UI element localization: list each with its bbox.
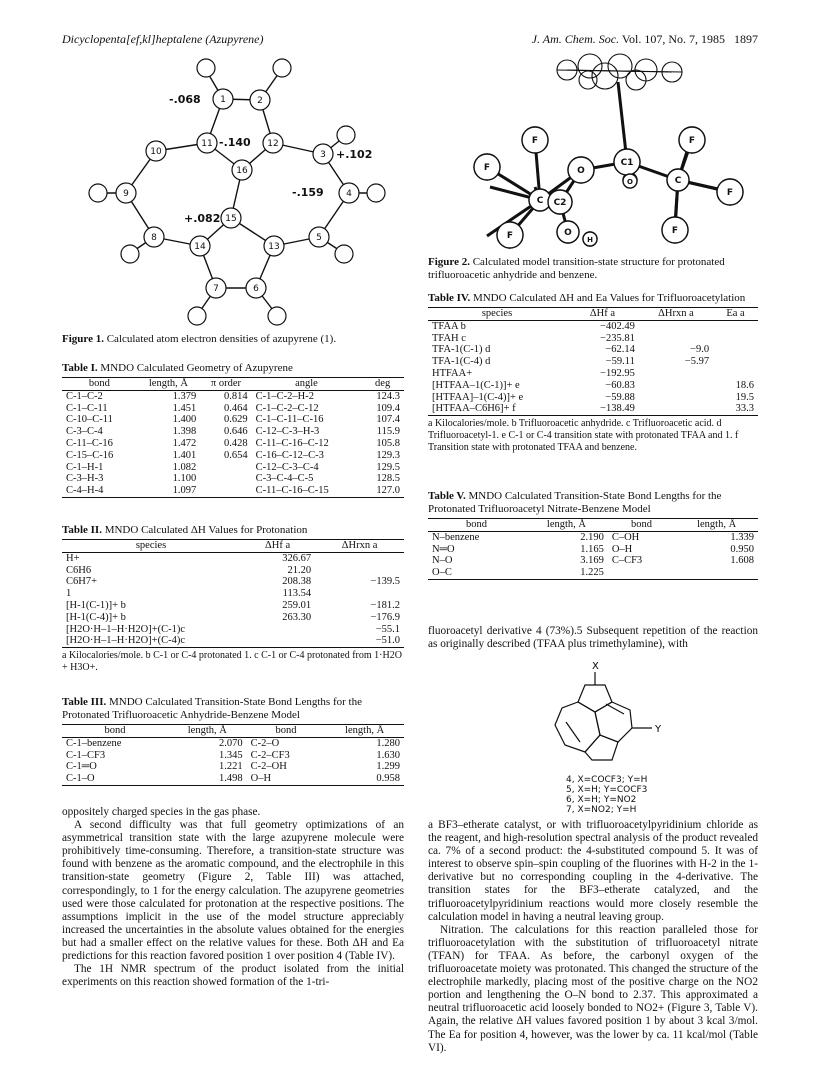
page-number: 1897 bbox=[734, 32, 758, 46]
table2-label: Table II. bbox=[62, 524, 102, 536]
table-cell: 1.498 bbox=[168, 773, 247, 785]
table-cell: [H2O·H–1–H·H2O]+(C-4)c bbox=[62, 635, 240, 647]
table-cell: C-1–benzene bbox=[66, 737, 122, 749]
table-cell: 129.5 bbox=[376, 461, 400, 473]
atom-f: F bbox=[671, 226, 679, 236]
table-cell: 19.5 bbox=[735, 391, 754, 403]
table-cell bbox=[713, 344, 758, 356]
table-cell bbox=[639, 403, 713, 415]
table-cell: 0.950 bbox=[730, 543, 754, 555]
table-row bbox=[428, 333, 758, 345]
substituent-y-label: Y bbox=[655, 724, 662, 735]
table-cell bbox=[608, 567, 675, 579]
table-cell: −55.1 bbox=[375, 623, 400, 635]
table-cell: 0.958 bbox=[325, 773, 404, 785]
table2-header: species bbox=[62, 540, 240, 553]
table-cell bbox=[315, 588, 404, 600]
table-cell: 208.38 bbox=[282, 576, 312, 588]
atom-c: C bbox=[536, 196, 544, 206]
table3-header: bond bbox=[247, 725, 326, 738]
table-cell: 0.646 bbox=[224, 426, 248, 438]
table3-title-text: MNDO Calculated Transition-State Bond Lengths for the Protonated Trifluoroacetic Anhydride-Benzene Model bbox=[62, 696, 362, 721]
table-cell bbox=[713, 356, 758, 368]
atom-f: F bbox=[483, 163, 491, 173]
table-cell: [HTFAA]–1(C-4)]+ e bbox=[432, 391, 524, 403]
table-row bbox=[428, 392, 758, 404]
table-cell: TFAH c bbox=[432, 332, 466, 344]
table-cell: 1.400 bbox=[172, 414, 197, 426]
table-row bbox=[428, 380, 758, 392]
table4-header: ΔHrxn a bbox=[639, 308, 713, 321]
table4-title-text: MNDO Calculated ΔH and Ea Values for Trifluoroacetylation bbox=[472, 292, 746, 304]
atom-o: O bbox=[577, 166, 585, 176]
table-cell: TFA-1(C-4) d bbox=[432, 356, 491, 368]
density-c15: +.082 bbox=[184, 212, 221, 225]
table1-title-text: MNDO Calculated Geometry of Azupyrene bbox=[100, 362, 293, 374]
table5-label: Table V. bbox=[428, 490, 466, 502]
compound-label: 5, X=H; Y=COCF3 bbox=[566, 785, 648, 795]
table-cell: −192.95 bbox=[600, 367, 635, 379]
table-cell: [H-1(C-1)]+ b bbox=[66, 599, 126, 611]
table-cell: 128.5 bbox=[376, 473, 400, 485]
left-body-text bbox=[62, 806, 404, 989]
paragraph: Nitration. The calculations for this reaction paralleled those for trifluoroacetylation with the substitution of trifluoroacetyl nitrate (TFAN) for TFAA. As before, the carbonyl oxygen of the trifluoroacetate moiety was protonated. This changed the structure of the electrophile markedly, placing most of the positive charge on the NO2 portion and lengthening the O–N bond to 2.37. This approximated a neutral trifluoroacetic acid loosely bonded to NO2+ (Figure 3, Table V). Again, the relative ΔH values favored position 1 by about 3 kcal 3/mol. The Ea for position 4, however, was the lower by ca. 11 kcal/mol (Table VI). bbox=[428, 923, 758, 1054]
table-cell bbox=[639, 320, 713, 332]
table-cell: 0.464 bbox=[224, 402, 248, 414]
table-row bbox=[428, 567, 758, 579]
table4 bbox=[428, 307, 758, 416]
table-cell: C-11–C-16–C-12 bbox=[255, 437, 329, 449]
figure2-caption-text: Calculated model transition-state structure for protonated trifluoroacetic anhydride and benzene. bbox=[428, 256, 725, 281]
atom-label-10: 10 bbox=[150, 147, 162, 157]
table5-block bbox=[428, 490, 758, 580]
table-cell: −402.49 bbox=[600, 320, 635, 332]
table-cell: C-2–OH bbox=[250, 761, 287, 773]
table-row bbox=[62, 565, 404, 577]
compound-label: 6, X=H; Y=NO2 bbox=[566, 795, 637, 805]
table-cell bbox=[639, 392, 713, 404]
table3-title bbox=[62, 696, 404, 722]
table2 bbox=[62, 539, 404, 648]
table-cell: C-1═O bbox=[66, 761, 97, 773]
table-cell: −59.11 bbox=[605, 356, 635, 368]
atom-label-7: 7 bbox=[213, 284, 219, 294]
table-cell: C-1–C-2–H-2 bbox=[255, 390, 315, 402]
table-cell: −138.49 bbox=[566, 403, 639, 415]
table-cell: C-10–C-11 bbox=[66, 414, 113, 426]
table-cell: C-12–C-3–C-4 bbox=[255, 461, 319, 473]
table2-header: ΔHf a bbox=[240, 540, 315, 553]
table-cell bbox=[200, 485, 251, 497]
density-c1: -.068 bbox=[169, 93, 201, 106]
table4-footnote: a Kilocalories/mole. b Trifluoroacetic anhydride. c Trifluoroacetic acid. d Trifluoroacetyl-1. e C-1 or C-4 transition state with protonated TFAA and 1. f Transition state with protonated TFAA and benzene. bbox=[428, 418, 739, 454]
table-row bbox=[62, 438, 404, 450]
atom-c1: C1 bbox=[620, 158, 634, 168]
table2-block bbox=[62, 524, 404, 674]
table-cell: −60.83 bbox=[605, 379, 635, 391]
atom-label-14: 14 bbox=[194, 242, 206, 252]
atom-label-5: 5 bbox=[316, 233, 322, 243]
figure1-caption-text: Calculated atom electron densities of azupyrene (1). bbox=[106, 333, 337, 345]
table1-header: deg bbox=[361, 378, 404, 391]
table-row bbox=[62, 462, 404, 474]
table-cell: N═O bbox=[432, 543, 455, 555]
table1-label: Table I. bbox=[62, 362, 98, 374]
table-row bbox=[62, 403, 404, 415]
paragraph: oppositely charged species in the gas phase. bbox=[62, 806, 261, 818]
compound-label: 7, X=NO2; Y=H bbox=[566, 805, 637, 815]
table-row bbox=[428, 531, 758, 543]
table-cell: 113.54 bbox=[282, 588, 312, 600]
table-cell: TFA-1(C-1) d bbox=[432, 344, 491, 356]
compound-label: 4, X=COCF3; Y=H bbox=[566, 775, 648, 785]
table1-header: angle bbox=[252, 378, 362, 391]
atom-f: F bbox=[688, 136, 696, 146]
table5-header: bond bbox=[608, 519, 675, 532]
table-cell: C-2–O bbox=[250, 737, 280, 749]
table-cell: C-1–CF3 bbox=[66, 749, 106, 761]
table-cell: 21.20 bbox=[287, 564, 312, 576]
table1-title bbox=[62, 362, 404, 375]
table-cell: 33.3 bbox=[713, 403, 758, 415]
table3-header: bond bbox=[62, 725, 168, 738]
table-cell: C-1–C-2–C-12 bbox=[255, 402, 319, 414]
table-cell: 115.9 bbox=[376, 426, 400, 438]
table-cell: −51.0 bbox=[315, 635, 404, 647]
table-cell bbox=[713, 333, 758, 345]
table-cell: 107.4 bbox=[376, 414, 400, 426]
table5-header: length, Å bbox=[525, 519, 608, 532]
table5-header: bond bbox=[428, 519, 525, 532]
atom-label-15: 15 bbox=[225, 214, 237, 224]
table1 bbox=[62, 377, 404, 498]
table-cell: [H2O·H–1–H·H2O]+(C-1)c bbox=[66, 623, 186, 635]
table1-header: π order bbox=[200, 378, 251, 391]
table5-title bbox=[428, 490, 758, 516]
atom-label-11: 11 bbox=[201, 139, 213, 149]
table-cell: −5.97 bbox=[684, 356, 710, 368]
table-row bbox=[428, 356, 758, 368]
table-cell: O–C bbox=[428, 567, 525, 579]
table-cell: 1.472 bbox=[172, 437, 197, 449]
table-cell: 0.428 bbox=[224, 437, 248, 449]
atom-label-13: 13 bbox=[268, 242, 280, 252]
table-row bbox=[62, 414, 404, 426]
table-cell: 1.451 bbox=[172, 402, 197, 414]
table-cell: C-3–C-4 bbox=[66, 426, 103, 438]
table-cell: 1.299 bbox=[376, 761, 400, 773]
table-cell bbox=[713, 368, 758, 380]
table-cell: 0.654 bbox=[224, 449, 248, 461]
table-cell: C-11–C-16 bbox=[66, 437, 113, 449]
table-cell: −139.5 bbox=[370, 576, 400, 588]
table3-header: length, Å bbox=[168, 725, 247, 738]
figure1-caption-label: Figure 1. bbox=[62, 333, 104, 345]
running-header-left: Dicyclopenta[ef,kl]heptalene (Azupyrene) bbox=[62, 32, 264, 46]
table-cell: 1.097 bbox=[137, 485, 201, 497]
table-row bbox=[62, 737, 404, 749]
table-cell: C-2–CF3 bbox=[250, 749, 290, 761]
journal-name: J. Am. Chem. Soc. bbox=[531, 32, 620, 46]
paragraph: A second difficulty was that full geometry optimizations of an asymmetrical transition state with the large azupyrene molecule were prohibitively time-consuming. Therefore, a transition-state structure was found with benzene as the aromatic compound, and the electrophile in this transition-state geometry (Figure 2, Table III) was attached, correspondingly, to 1 for the energy calculation. The azupyrene geometries used were those calculated for protonation at the respective positions. The assumptions implicit in the use of the model structure appreciably increased the uncertainties in the absolute values obtained for the energies but had a smaller effect on the relative values for these. Both ΔH and Ea predictions for this reaction favored position 1 over position 4 (Table IV). bbox=[62, 819, 404, 963]
table-cell: 1.082 bbox=[172, 461, 197, 473]
table-row bbox=[428, 320, 758, 332]
density-c3: +.102 bbox=[336, 148, 373, 161]
atom-c: C bbox=[674, 176, 682, 186]
table-cell: C-11–C-16–C-15 bbox=[252, 485, 362, 497]
table-cell bbox=[675, 567, 758, 579]
table-row bbox=[62, 773, 404, 785]
atom-label-16: 16 bbox=[236, 166, 248, 176]
table-cell: C-1–C-11–C-16 bbox=[255, 414, 324, 426]
table-cell bbox=[240, 624, 315, 636]
table-cell: −235.81 bbox=[600, 332, 635, 344]
table-cell: N–benzene bbox=[432, 531, 480, 543]
table-row bbox=[62, 390, 404, 402]
table-cell: 1.100 bbox=[172, 473, 197, 485]
table-row bbox=[62, 552, 404, 564]
figure1-electron-densities bbox=[169, 93, 372, 225]
table-cell: C-16–C-12–C-3 bbox=[255, 449, 324, 461]
table4-header: species bbox=[428, 308, 566, 321]
table1-block bbox=[62, 362, 404, 498]
table-cell: C-1–O bbox=[62, 773, 168, 785]
running-header-right bbox=[532, 32, 758, 47]
table2-title bbox=[62, 524, 404, 537]
table-cell bbox=[639, 380, 713, 392]
table-cell bbox=[200, 473, 251, 485]
table1-header: bond bbox=[62, 378, 137, 391]
table-cell: 105.8 bbox=[376, 437, 400, 449]
table5-header: length, Å bbox=[675, 519, 758, 532]
table-cell: 1.401 bbox=[172, 449, 197, 461]
table-cell: C-3–H-3 bbox=[66, 473, 104, 485]
table-cell: 1.339 bbox=[730, 531, 754, 543]
table3-block bbox=[62, 696, 404, 786]
atom-f: F bbox=[726, 188, 734, 198]
atom-o: O bbox=[564, 228, 572, 238]
table5 bbox=[428, 518, 758, 580]
table-cell: 1.225 bbox=[525, 567, 608, 579]
atom-c2: C2 bbox=[553, 198, 567, 208]
table-cell: [HTFAA–1(C-1)]+ e bbox=[432, 379, 520, 391]
table-row bbox=[428, 344, 758, 356]
table-cell bbox=[200, 462, 251, 474]
table-cell: H+ bbox=[66, 552, 80, 564]
table-row bbox=[62, 588, 404, 600]
table-cell: O–H bbox=[611, 543, 633, 555]
table-cell: 129.3 bbox=[376, 449, 400, 461]
atom-label-2: 2 bbox=[257, 96, 263, 106]
table-row bbox=[62, 624, 404, 636]
table-cell: 1.398 bbox=[172, 426, 197, 438]
paragraph: fluoroacetyl derivative 4 (73%).5 Subsequent repetition of the reaction as originally described (TFAA plus trimethylamine), with bbox=[428, 625, 758, 651]
table4-header: ΔHf a bbox=[566, 308, 639, 321]
table4-label: Table IV. bbox=[428, 292, 471, 304]
table-cell: 2.070 bbox=[219, 737, 243, 749]
table-cell: 124.3 bbox=[376, 390, 400, 402]
table-cell: C-12–C-3–H-3 bbox=[255, 426, 320, 438]
atom-f: F bbox=[506, 231, 514, 241]
table-cell: −176.9 bbox=[370, 611, 400, 623]
paragraph: a BF3–etherate catalyst, or with trifluoroacetylpyridinium chloride as the reagent, and high-resolution spectral analysis of the product revealed ca. 7% of a second product: the 4-substituted compound 5. It was of interest to observe spin–spin coupling of the fluorines with H-2 in the 1-derivative but no corresponding coupling in the 4-derivative. The transition states for the BF3–etherate catalyzed, and the trifluoroacetylpyridinium reactions would more closely resemble the calculation model in having a neutral leaving group. bbox=[428, 819, 758, 923]
atom-o-carbonyl: O bbox=[627, 178, 633, 186]
figure2-caption-label: Figure 2. bbox=[428, 256, 470, 268]
compound-list bbox=[566, 775, 647, 815]
table-cell: C6H6 bbox=[66, 564, 92, 576]
table-cell: C-1–C-2 bbox=[66, 390, 103, 402]
table-cell: 109.4 bbox=[376, 402, 400, 414]
paragraph: The 1H NMR spectrum of the product isolated from the initial experiments on this reaction showed formation of the 1-tri- bbox=[62, 963, 404, 989]
table2-header: ΔHrxn a bbox=[315, 540, 404, 553]
atom-h: H bbox=[587, 236, 593, 244]
table-cell: [HTFAA–C6H6]+ f bbox=[428, 403, 566, 415]
atom-label-3: 3 bbox=[320, 150, 326, 160]
table-cell bbox=[639, 368, 713, 380]
table-row bbox=[428, 368, 758, 380]
table-cell: 1.221 bbox=[219, 761, 243, 773]
atom-label-1: 1 bbox=[220, 95, 226, 105]
table-cell: N–O bbox=[432, 555, 453, 567]
table-row bbox=[62, 750, 404, 762]
table3-label: Table III. bbox=[62, 696, 107, 708]
table-cell: 1.165 bbox=[580, 543, 604, 555]
table-cell bbox=[315, 565, 404, 577]
atom-label-12: 12 bbox=[267, 139, 279, 149]
volume-info: Vol. 107, No. 7, 1985 bbox=[619, 32, 725, 46]
figure1-caption bbox=[62, 333, 404, 346]
table-row bbox=[62, 450, 404, 462]
table5-title-text: MNDO Calculated Transition-State Bond Lengths for the Protonated Trifluoroacetyl Nitrate-Benzene Model bbox=[428, 490, 722, 515]
table-cell: 0.629 bbox=[224, 414, 248, 426]
table-row bbox=[62, 600, 404, 612]
table-cell: [H-1(C-4)]+ b bbox=[66, 611, 126, 623]
table4-title bbox=[428, 292, 758, 305]
table-cell: HTFAA+ bbox=[432, 367, 473, 379]
table-cell: 1.608 bbox=[730, 555, 754, 567]
table2-footnote: a Kilocalories/mole. b C-1 or C-4 protonated 1. c C-1 or C-4 protonated from 1·H2O + H3O+. bbox=[62, 650, 402, 674]
table4-block bbox=[428, 292, 758, 454]
table-row bbox=[62, 761, 404, 773]
atom-label-8: 8 bbox=[151, 233, 157, 243]
right-body-text-1 bbox=[428, 625, 758, 651]
table-cell: O–H bbox=[247, 773, 326, 785]
table-cell: C-4–H-4 bbox=[62, 485, 137, 497]
table-row bbox=[428, 544, 758, 556]
table-cell bbox=[639, 333, 713, 345]
table-row bbox=[428, 403, 758, 415]
table-cell: TFAA b bbox=[432, 320, 466, 332]
table-cell: 1 bbox=[66, 588, 72, 600]
table-cell: C-3–C-4–C-5 bbox=[255, 473, 314, 485]
table-cell: 326.67 bbox=[282, 552, 312, 564]
figure2-transition-state-diagram bbox=[440, 52, 760, 252]
atom-label-6: 6 bbox=[253, 284, 259, 294]
atom-label-4: 4 bbox=[346, 189, 352, 199]
table-row bbox=[62, 576, 404, 588]
table-cell: 1.379 bbox=[172, 390, 197, 402]
table4-header: Ea a bbox=[713, 308, 758, 321]
substituent-x-label: X bbox=[592, 661, 599, 672]
table2-title-text: MNDO Calculated ΔH Values for Protonation bbox=[104, 524, 308, 536]
table-cell: 263.30 bbox=[282, 611, 312, 623]
table-cell: 18.6 bbox=[735, 379, 754, 391]
figure2-caption bbox=[428, 256, 758, 282]
table-cell: C6H7+ bbox=[66, 576, 98, 588]
figure2-bonds bbox=[487, 82, 718, 236]
table-cell: C–CF3 bbox=[611, 555, 643, 567]
table-row bbox=[428, 555, 758, 567]
table3-header: length, Å bbox=[325, 725, 404, 738]
figure1-azupyrene-diagram bbox=[86, 52, 386, 327]
table-cell: 1.630 bbox=[376, 749, 400, 761]
table-cell bbox=[713, 320, 758, 332]
figure1-bonds bbox=[100, 70, 374, 314]
table-cell: C-15–C-16 bbox=[66, 449, 114, 461]
table-row bbox=[62, 426, 404, 438]
table-cell: 127.0 bbox=[361, 485, 404, 497]
table3 bbox=[62, 724, 404, 786]
density-c4: -.159 bbox=[292, 186, 324, 199]
table-cell: 3.169 bbox=[580, 555, 604, 567]
table-row bbox=[62, 485, 404, 497]
table-cell: −59.88 bbox=[605, 391, 635, 403]
atom-label-9: 9 bbox=[123, 189, 129, 199]
table-cell: C–OH bbox=[611, 531, 640, 543]
table-cell: −181.2 bbox=[370, 599, 400, 611]
table-cell: 259.01 bbox=[282, 599, 312, 611]
table-cell: −62.14 bbox=[605, 344, 635, 356]
density-c11: -.140 bbox=[219, 136, 251, 149]
table-cell: C-1–C-11 bbox=[66, 402, 108, 414]
table1-header: length, Å bbox=[137, 378, 201, 391]
substituted-azupyrene-structure bbox=[540, 660, 710, 770]
atom-f: F bbox=[531, 136, 539, 146]
table-row bbox=[62, 635, 404, 647]
right-body-text-2 bbox=[428, 819, 758, 1055]
table-cell: C-1–H-1 bbox=[66, 461, 104, 473]
table-cell bbox=[240, 635, 315, 647]
table-row bbox=[62, 612, 404, 624]
table-cell: 0.814 bbox=[224, 390, 248, 402]
table-cell: −9.0 bbox=[690, 344, 710, 356]
table-cell: 1.280 bbox=[376, 737, 400, 749]
table-cell: 1.345 bbox=[219, 749, 243, 761]
table-cell: 2.190 bbox=[580, 531, 604, 543]
table-row bbox=[62, 473, 404, 485]
table-cell bbox=[315, 552, 404, 564]
